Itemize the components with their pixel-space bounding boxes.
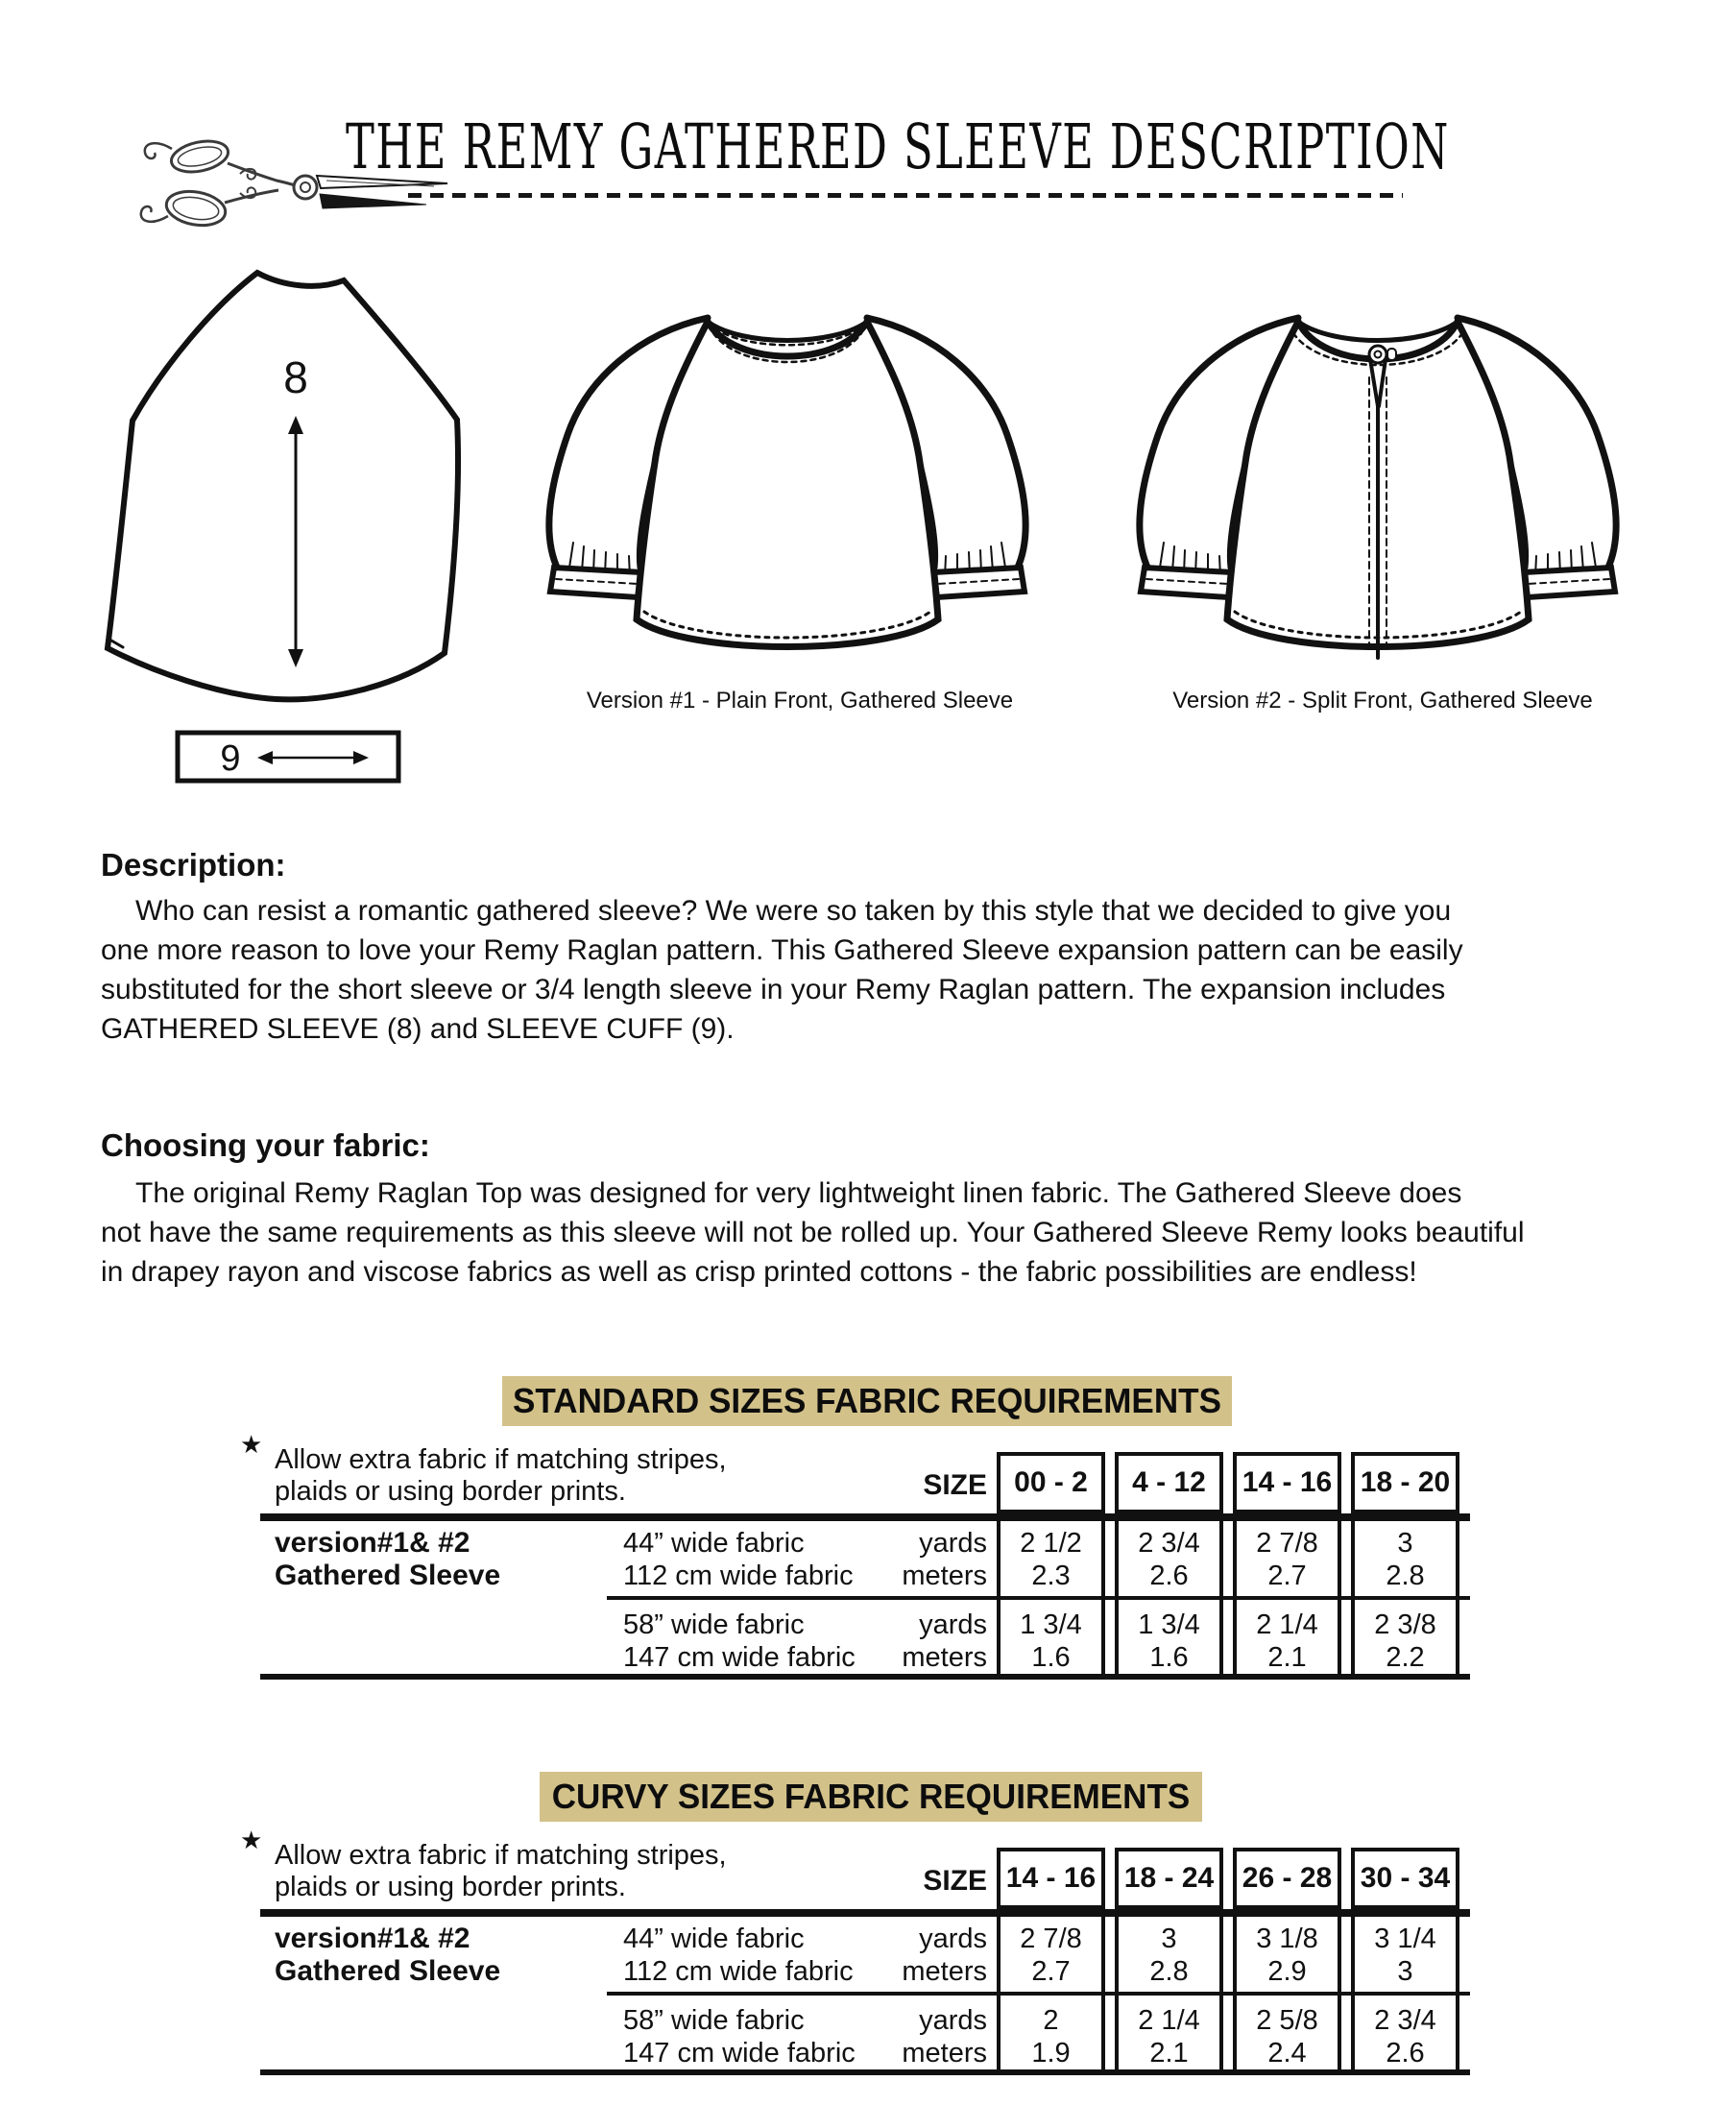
table-note-line2: plaids or using border prints.: [275, 1476, 626, 1507]
table-rule-bottom: [260, 2069, 1470, 2075]
table-value: 1.9: [1031, 2038, 1071, 2069]
table-value: 2 1/4: [1138, 2005, 1200, 2036]
table-value: 1.6: [1031, 1642, 1071, 1673]
size-header-cell: 4 - 12: [1115, 1452, 1223, 1513]
table-note-line1: Allow extra fabric if matching stripes,: [275, 1444, 727, 1475]
version-row-label: version#1& #2: [275, 1923, 470, 1954]
table-note-line1: Allow extra fabric if matching stripes,: [275, 1840, 727, 1871]
size-header-cell: 00 - 2: [997, 1452, 1105, 1513]
dashed-cut-line: [408, 193, 1403, 198]
table-value: 3 1/4: [1374, 1924, 1436, 1954]
pattern-piece-8-and-9-diagram: [96, 264, 480, 787]
size-column-label: SIZE: [923, 1865, 987, 1897]
table-value: 1 3/4: [1020, 1609, 1082, 1640]
table-value: 2.9: [1267, 1956, 1307, 1987]
table-value: 2.1: [1149, 2038, 1189, 2069]
table-value: 2.8: [1386, 1561, 1425, 1591]
unit-label: yards: [919, 1528, 987, 1559]
version-row-label: Gathered Sleeve: [275, 1560, 501, 1591]
curvy-sizes-table: [0, 1772, 1736, 2089]
fabric-width-label: 58” wide fabric: [623, 2005, 805, 2036]
table-value: 2 3/4: [1138, 1528, 1200, 1559]
size-header-cell: 26 - 28: [1233, 1848, 1341, 1909]
table-value: 1 3/4: [1138, 1609, 1200, 1640]
description-paragraph: [101, 891, 1463, 1049]
garment-version2-illustration: [1080, 274, 1676, 682]
size-header-cell: 14 - 16: [997, 1848, 1105, 1909]
description-heading: Description:: [101, 847, 286, 883]
unit-label: yards: [919, 2005, 987, 2036]
table-rule-middle: [607, 1596, 1470, 1600]
version-row-label: Gathered Sleeve: [275, 1955, 501, 1987]
size-header-cell: 18 - 20: [1351, 1452, 1459, 1513]
fabric-line: in drapey rayon and viscose fabrics as well as crisp printed cottons - the fabric possibilities are endless!: [101, 1256, 1417, 1288]
table-value: 2.2: [1386, 1642, 1425, 1673]
unit-label: meters: [902, 1956, 987, 1987]
page-title: THE REMY GATHERED SLEEVE DESCRIPTION: [346, 111, 1450, 183]
table-rule-bottom: [260, 1674, 1470, 1680]
table-value: 2.7: [1031, 1956, 1071, 1987]
fabric-width-label: 112 cm wide fabric: [623, 1561, 854, 1591]
standard-table-title: STANDARD SIZES FABRIC REQUIREMENTS: [502, 1376, 1232, 1426]
table-value: 3 1/8: [1256, 1924, 1318, 1954]
table-value: 2.6: [1386, 2038, 1425, 2069]
fabric-heading: Choosing your fabric:: [101, 1127, 430, 1163]
table-value: 2: [1043, 2005, 1059, 2036]
asterisk-star-icon: ★: [240, 1430, 263, 1459]
piece8-number-label: 8: [283, 352, 308, 402]
table-value: 2 1/2: [1020, 1528, 1082, 1559]
size-header-cell: 14 - 16: [1233, 1452, 1341, 1513]
table-value: 1.6: [1149, 1642, 1189, 1673]
table-value: 3: [1397, 1956, 1413, 1987]
caption-version2: Version #2 - Split Front, Gathered Sleeve: [1172, 688, 1593, 714]
table-value: 3: [1161, 1924, 1177, 1954]
table-value: 2.6: [1149, 1561, 1189, 1591]
unit-label: yards: [919, 1924, 987, 1954]
fabric-width-label: 147 cm wide fabric: [623, 2038, 856, 2069]
standard-sizes-table: [0, 1376, 1736, 1693]
size-header-cell: 30 - 34: [1351, 1848, 1459, 1909]
table-value: 2 7/8: [1020, 1924, 1082, 1954]
table-value: 2 1/4: [1256, 1609, 1318, 1640]
curvy-table-title: CURVY SIZES FABRIC REQUIREMENTS: [540, 1772, 1202, 1822]
caption-version1: Version #1 - Plain Front, Gathered Sleeve: [586, 688, 1014, 714]
fabric-width-label: 58” wide fabric: [623, 1609, 805, 1640]
description-line: one more reason to love your Remy Raglan pattern. This Gathered Sleeve expansion pattern can be easily: [101, 934, 1463, 966]
table-value: 2.1: [1267, 1642, 1307, 1673]
unit-label: meters: [902, 1561, 987, 1591]
unit-label: meters: [902, 2038, 987, 2069]
table-value: 2 5/8: [1256, 2005, 1318, 2036]
asterisk-star-icon: ★: [240, 1826, 263, 1854]
table-value: 2.7: [1267, 1561, 1307, 1591]
table-rule-middle: [607, 1992, 1470, 1996]
fabric-width-label: 147 cm wide fabric: [623, 1642, 856, 1673]
table-note-line2: plaids or using border prints.: [275, 1872, 626, 1902]
table-value: 2 3/8: [1374, 1609, 1436, 1640]
table-value: 2.8: [1149, 1956, 1189, 1987]
description-line: substituted for the short sleeve or 3/4 length sleeve in your Remy Raglan pattern. The expansion includes: [101, 974, 1446, 1005]
fabric-line: not have the same requirements as this sleeve will not be rolled up. Your Gathered Sleeve Remy looks beautiful: [101, 1217, 1525, 1248]
description-line: GATHERED SLEEVE (8) and SLEEVE CUFF (9).: [101, 1013, 735, 1045]
fabric-paragraph: [101, 1173, 1525, 1292]
unit-label: yards: [919, 1609, 987, 1640]
fabric-line: The original Remy Raglan Top was designed for very lightweight linen fabric. The Gathered Sleeve does: [135, 1177, 1462, 1209]
table-value: 2.3: [1031, 1561, 1071, 1591]
table-value: 3: [1397, 1528, 1413, 1559]
size-column-label: SIZE: [923, 1469, 987, 1501]
fabric-width-label: 44” wide fabric: [623, 1924, 805, 1954]
version-row-label: version#1& #2: [275, 1527, 470, 1559]
table-value: 2 3/4: [1374, 2005, 1436, 2036]
table-value: 2.4: [1267, 2038, 1307, 2069]
table-value: 2 7/8: [1256, 1528, 1318, 1559]
size-header-cell: 18 - 24: [1115, 1848, 1223, 1909]
fabric-width-label: 44” wide fabric: [623, 1528, 805, 1559]
piece9-number-label: 9: [220, 738, 241, 779]
unit-label: meters: [902, 1642, 987, 1673]
fabric-width-label: 112 cm wide fabric: [623, 1956, 854, 1987]
description-line: Who can resist a romantic gathered sleeve? We were so taken by this style that we decided to give you: [135, 895, 1452, 927]
garment-version1-illustration: [494, 274, 1080, 677]
